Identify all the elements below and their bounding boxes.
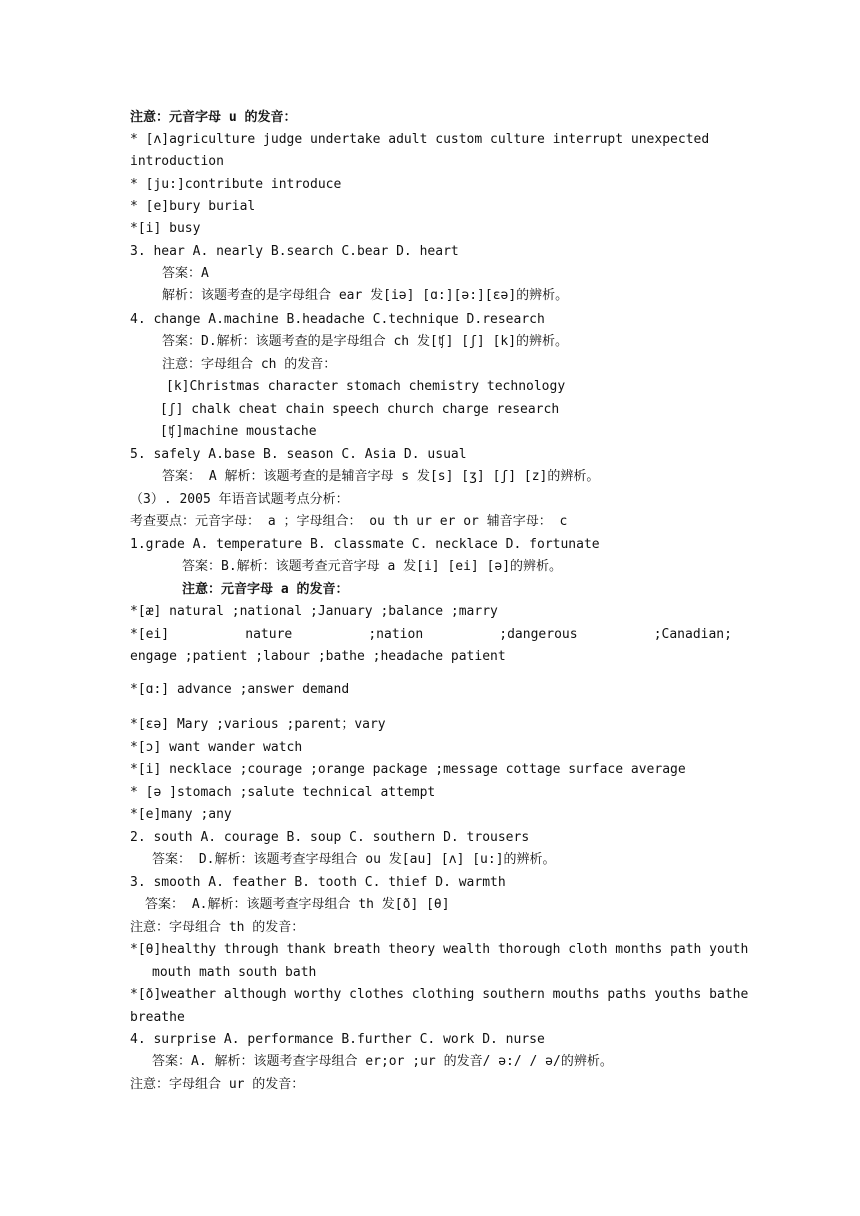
- analysis-3: 解析：该题考查的是字母组合 ear 发[iə] [ɑ:][ə:][εə]的辨析。: [162, 288, 569, 303]
- answer-2: 答案： D.解析：该题考查字母组合 ou 发[au] [ʌ] [u:]的辨析。: [152, 852, 556, 867]
- question-5: 5. safely A.base B. season C. Asia D. usual: [130, 447, 467, 462]
- th-theta-line: *[θ]healthy through thank breath theory wealth thorough cloth months path youth: [130, 942, 749, 957]
- ch-sh-line: [ʃ] chalk cheat chain speech church charge research: [160, 402, 560, 417]
- section-2005-heading: （3）. 2005 年语音试题考点分析：: [130, 492, 349, 507]
- a-sound-ei-word-1: nature: [245, 627, 293, 642]
- question-3b: 3. smooth A. feather B. tooth C. thief D. warmth: [130, 875, 506, 890]
- a-sound-ei-word-4: ;Canadian;: [653, 627, 732, 642]
- ch-k-line: [k]Christmas character stomach chemistry technology: [166, 379, 566, 394]
- answer-4b: 答案：A. 解析：该题考查字母组合 er;or ;ur 的发音/ ə:/ / ə/的辨析。: [152, 1054, 613, 1069]
- th-eth-cont: breathe: [130, 1010, 185, 1025]
- a-sound-schwa: * [ə ]stomach ;salute technical attempt: [130, 785, 436, 800]
- note-th: 注意：字母组合 th 的发音：: [130, 920, 305, 935]
- answer-4: 答案：D.解析：该题考查的是字母组合 ch 发[ʧ] [ʃ] [k]的辨析。: [162, 334, 569, 349]
- u-sound-line-4: * [e]bury burial: [130, 199, 256, 214]
- a-sound-ea: *[εə] Mary ;various ;parent；vary: [130, 717, 386, 732]
- note-ur: 注意：字母组合 ur 的发音：: [130, 1077, 305, 1092]
- a-sound-ei: [130, 625, 732, 645]
- ch-tsh-line: [ʧ]machine moustache: [160, 424, 317, 439]
- a-sound-a-long: *[ɑ:] advance ;answer demand: [130, 682, 350, 697]
- question-2: 2. south A. courage B. soup C. southern D. trousers: [130, 830, 530, 845]
- note-ch: 注意：字母组合 ch 的发音：: [162, 357, 337, 372]
- answer-1: 答案：B.解析：该题考查元音字母 a 发[i] [ei] [ə]的辨析。: [182, 559, 563, 574]
- answer-5: 答案： A 解析：该题考查的是辅音字母 s 发[s] [ʒ] [ʃ] [z]的辨析。: [162, 469, 600, 484]
- u-sound-line-2: introduction: [130, 154, 224, 169]
- a-sound-ei-symbol: *[ei]: [130, 627, 170, 642]
- a-sound-ei-word-2: ;nation: [368, 627, 424, 642]
- question-1: 1.grade A. temperature B. classmate C. necklace D. fortunate: [130, 537, 600, 552]
- a-sound-ei-cont: engage ;patient ;labour ;bathe ;headache patient: [130, 649, 506, 664]
- a-sound-ei-word-3: ;dangerous: [499, 627, 578, 642]
- question-3: 3. hear A. nearly B.search C.bear D. heart: [130, 244, 459, 259]
- a-sound-o: *[ɔ] want wander watch: [130, 740, 303, 755]
- a-sound-ae: *[æ] natural ;national ;January ;balance ;marry: [130, 604, 498, 619]
- answer-3b: 答案： A.解析：该题考查字母组合 th 发[ð] [θ]: [145, 897, 450, 912]
- note-u-heading: 注意：元音字母 u 的发音：: [130, 110, 297, 125]
- a-sound-e: *[e]many ;any: [130, 807, 232, 822]
- u-sound-line-3: * [ju:]contribute introduce: [130, 177, 342, 192]
- question-4: 4. change A.machine B.headache C.technique D.research: [130, 312, 545, 327]
- answer-3: 答案：A: [162, 266, 209, 281]
- key-points: 考查要点：元音字母： a ；字母组合： ou th ur er or 辅音字母： c: [130, 514, 568, 529]
- question-4b: 4. surprise A. performance B.further C. work D. nurse: [130, 1032, 545, 1047]
- u-sound-line-5: *[i] busy: [130, 221, 201, 236]
- note-a-heading: 注意：元音字母 a 的发音：: [182, 582, 349, 597]
- a-sound-i: *[i] necklace ;courage ;orange package ;message cottage surface average: [130, 762, 686, 777]
- th-eth-line: *[ð]weather although worthy clothes clothing southern mouths paths youths bathe: [130, 987, 749, 1002]
- u-sound-line-1: * [ʌ]agriculture judge undertake adult custom culture interrupt unexpected: [130, 132, 710, 147]
- th-theta-cont: mouth math south bath: [152, 965, 317, 980]
